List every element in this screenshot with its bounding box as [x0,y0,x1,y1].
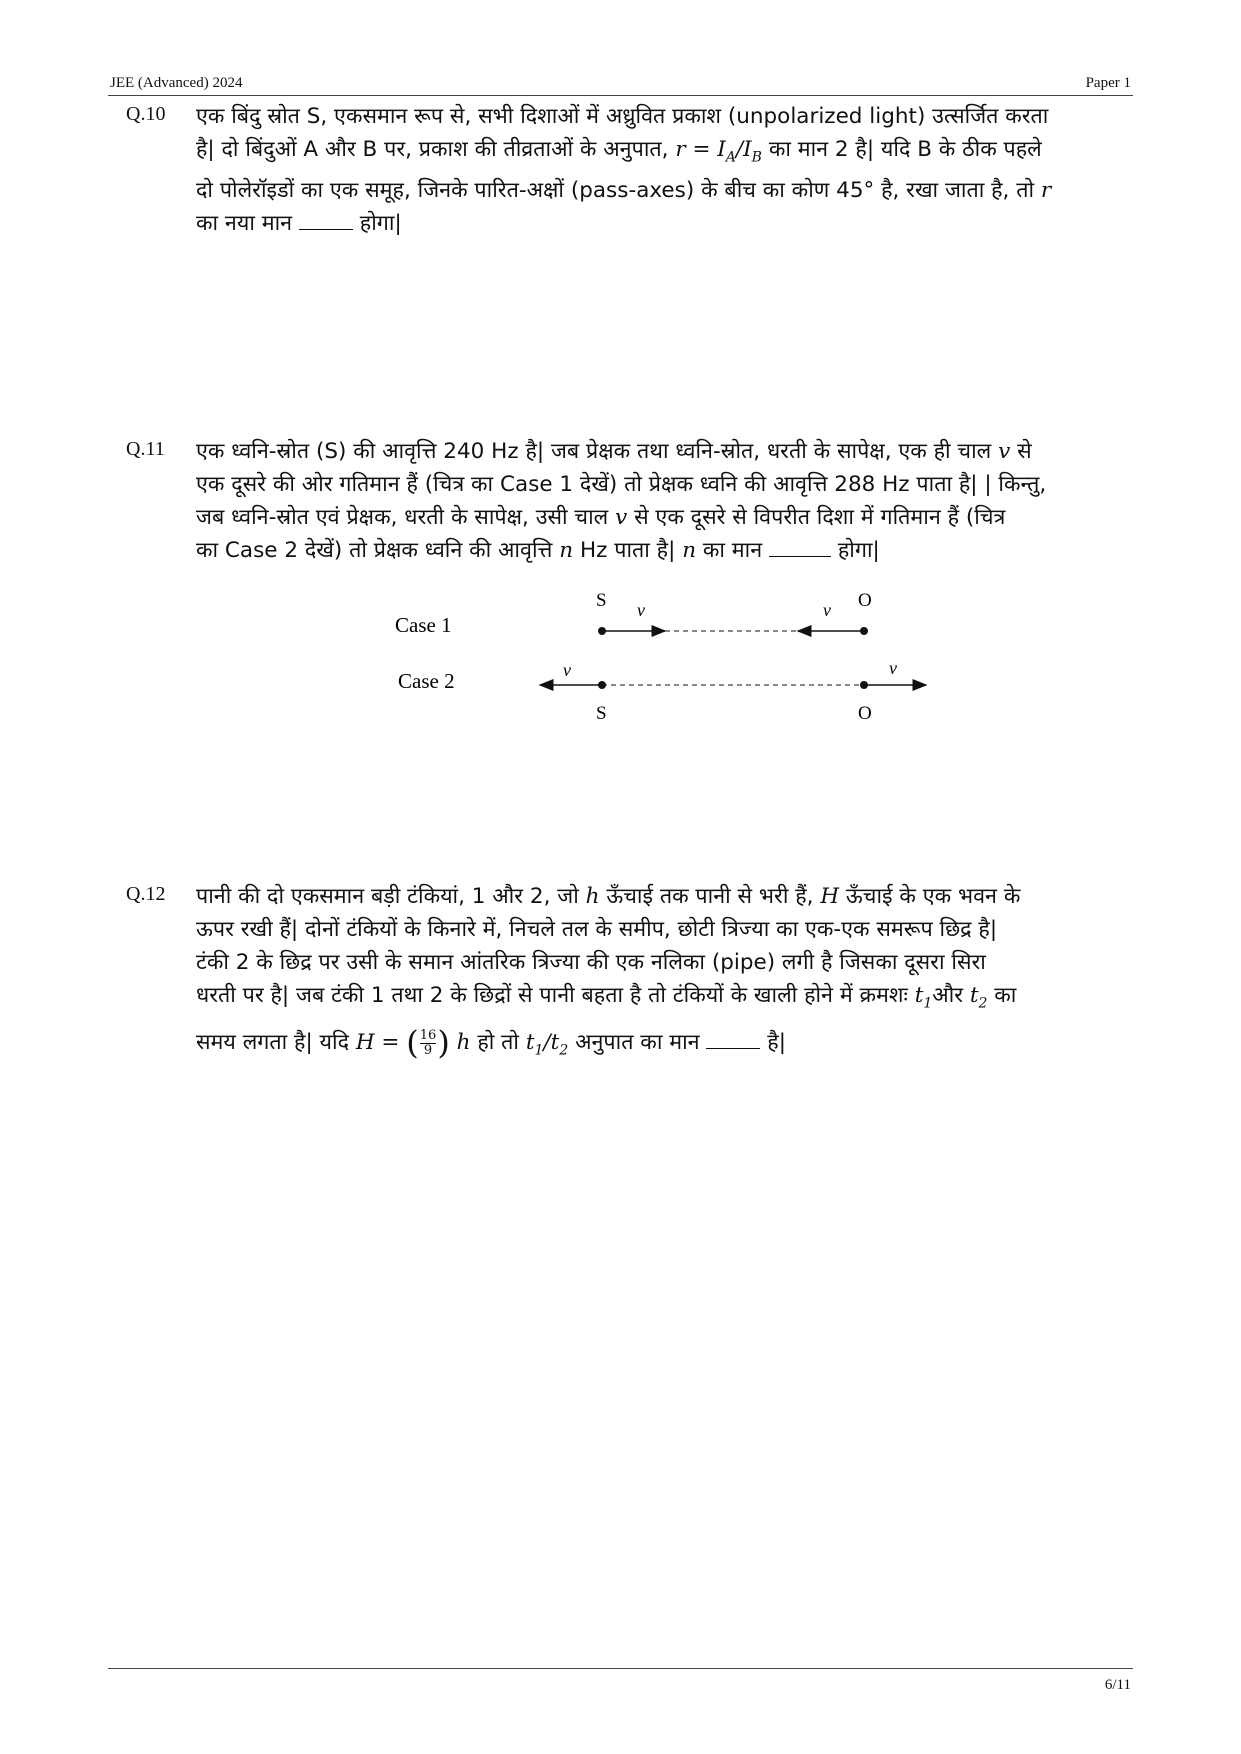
text-run: होगा| [837,538,880,563]
math-variable: n [682,538,697,563]
case1-source-velocity: v [637,600,645,620]
question-line [196,1023,1121,1067]
question-line [196,435,1121,468]
text-run: अनुपात का मान [575,1030,700,1056]
case2-observer-dot [860,681,868,689]
case1-source-label: S [596,590,607,611]
case2-source-label: S [596,703,607,724]
left-paren: ( [406,1023,419,1062]
math-variable: H [820,884,840,909]
text-run: का [994,983,1017,1008]
text-run: दो पोलेरॉइडों का एक समूह, जिनके पारित-अक्षों (pass-axes) के बीच का कोण 45° है, रखा जाता है, तो [196,178,1035,204]
question-line: टंकी 2 के छिद्र पर उसी के समान आंतरिक त्रिज्या की एक नलिका (pipe) लगी है जिसका दूसरा सिरा [196,950,986,975]
t1-math [914,983,933,1012]
math-variable: t [550,1030,560,1056]
question-text [196,100,1121,240]
question-line [196,207,1121,240]
case2-source-dot [598,681,606,689]
case2-source-velocity: v [563,660,571,680]
math-subscript: A [725,149,736,166]
t2-math [969,983,988,1012]
question-number: Q.12 [126,883,166,905]
math-variable: t [525,1030,535,1056]
text-run: हो तो [477,1030,520,1056]
math-subscript: 1 [923,995,933,1012]
question-line [196,501,1121,534]
doppler-diagram [380,585,940,735]
text-run: होगा| [359,211,402,237]
text-run: है| [767,1030,786,1056]
case1-observer-dot [860,627,868,635]
answer-blank [706,1047,760,1049]
math-variable: h [456,1030,471,1056]
question-line [196,133,1121,174]
question-text [196,880,1121,1068]
math-subscript: 2 [559,1042,569,1059]
text-run: एक ध्वनि-स्रोत (S) की आवृत्ति 240 Hz है| जब प्रेक्षक तथा ध्वनि-स्रोत, धरती के सापेक्ष, एक ही चाल [196,439,992,464]
question-text [196,435,1121,567]
question-line [196,979,1121,1020]
case1-observer-label: O [858,590,872,611]
case2-observer-label: O [858,703,872,724]
math-variable: t [914,983,924,1008]
question-line: एक दूसरे की ओर गतिमान हैं (चित्र का Case 1 देखें) तो प्रेक्षक ध्वनि की आवृत्ति 288 Hz पाता है| | किन्तु, [196,472,1047,497]
text-run: Hz पाता है| [579,538,676,563]
footer-rule [108,1668,1133,1669]
question-line [196,534,1121,567]
fraction-denominator: 9 [423,1042,433,1058]
math-run: r = I [675,137,726,162]
math-variable: h [585,884,600,909]
case2-observer-velocity: v [889,658,897,678]
math-variable: n [559,538,574,563]
math-variable: r [1040,178,1052,204]
page-number: 6/11 [1104,1677,1131,1693]
text-run: का मान 2 है| यदि B के ठीक पहले [768,137,1042,162]
math-subscript: 2 [978,995,988,1012]
answer-blank [769,555,831,557]
question-number: Q.11 [126,438,165,460]
right-paren: ) [437,1023,450,1062]
text-run: समय लगता है| यदि [196,1030,349,1056]
question-line [196,880,1121,913]
text-run: है| दो बिंदुओं A और B पर, प्रकाश की तीव्रताओं के अनुपात, [196,137,669,162]
question-line: एक बिंदु स्रोत S, एकसमान रूप से, सभी दिशाओं में अध्रुवित प्रकाश (unpolarized light) उत्सर्जित करता [196,104,1049,129]
text-run: पानी की दो एकसमान बड़ी टंकियां, 1 और 2, जो [196,884,579,909]
question-number: Q.10 [126,103,166,125]
case1-label: Case 1 [395,613,452,637]
text-run: ऊँचाई के एक भवन के [845,884,1021,909]
text-run: जब ध्वनि-स्रोत एवं प्रेक्षक, धरती के सापेक्ष, उसी चाल [196,505,609,530]
header-rule [108,95,1133,96]
text-run: का मान [702,538,763,563]
text-run: से एक दूसरे से विपरीत दिशा में गतिमान हैं (चित्र [634,505,1006,530]
question-line [196,174,1121,207]
math-run: / [543,1030,551,1056]
case1-observer-velocity: v [823,600,831,620]
case2-label: Case 2 [398,669,455,693]
math-run: H = [355,1030,400,1056]
math-subscript: 1 [534,1042,544,1059]
fraction [420,1029,437,1058]
text-run: का नया मान [196,211,293,237]
answer-blank [299,228,353,230]
math-subscript: B [751,149,762,166]
text-run: धरती पर है| जब टंकी 1 तथा 2 के छिद्रों से पानी बहता है तो टंकियों के खाली होने में क्रमशः [196,983,908,1008]
text-run: और [932,983,964,1008]
text-run: ऊँचाई तक पानी से भरी हैं, [606,884,814,909]
text-run: का Case 2 देखें) तो प्रेक्षक ध्वनि की आवृत्ति [196,538,553,563]
header-exam-title: JEE (Advanced) 2024 [110,75,243,91]
math-variable: v [615,505,628,530]
case1-source-dot [598,627,606,635]
header-paper-label: Paper 1 [1085,75,1131,91]
ratio-math [675,137,762,166]
math-variable: t [969,983,979,1008]
math-variable: v [998,439,1011,464]
text-run: से [1017,439,1032,464]
height-equation [355,1023,471,1062]
ratio-math [525,1030,569,1059]
fraction-numerator: 16 [419,1027,437,1043]
question-line: ऊपर रखी हैं| दोनों टंकियों के किनारे में, निचले तल के समीप, छोटी त्रिज्या का एक-एक समरूप छिद्र है| [196,917,998,942]
math-run: /I [735,137,752,162]
